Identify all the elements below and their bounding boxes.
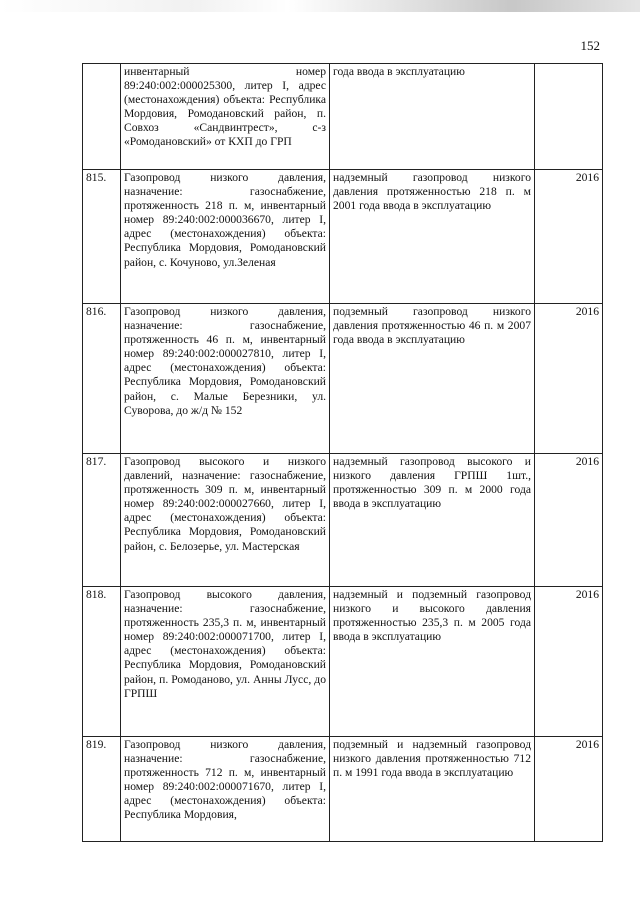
table-row: [83, 170, 603, 304]
object-description-cell: надземный газопровод высокого и низкого давления ГРПШ 1шт., протяженностью 309 п. м 2000 года ввода в эксплуатацию: [330, 454, 535, 587]
page-number: 152: [580, 38, 600, 53]
object-name-cell: Газопровод низкого давления, назначение: газоснабжение, протяженность 218 п. м, инвентарный номер 89:240:002:000036670, литер I, адрес (местонахождения) объекта: Республика Мордовия, Ромодановский район, с. Кочуново, ул.Зеленая: [121, 170, 330, 304]
row-number-cell: 819.: [83, 737, 121, 842]
registry-table-body: [83, 64, 603, 842]
object-name-cell: Газопровод низкого давления, назначение: газоснабжение, протяженность 46 п. м, инвентарный номер 89:240:002:000027810, литер I, адрес (местонахождения) объекта: Республика Мордовия, Ромодановский район, с. Малые Березники, ул. Суворова, до ж/д № 152: [121, 304, 330, 454]
year-cell: 2016: [535, 737, 603, 842]
object-description-cell: надземный газопровод низкого давления протяженностью 218 п. м 2001 года ввода в эксплуатацию: [330, 170, 535, 304]
object-description-cell: надземный и подземный газопровод низкого и высокого давления протяженностью 235,3 п. м 2005 года ввода в эксплуатацию: [330, 587, 535, 737]
table-row: [83, 587, 603, 737]
table-row: [83, 304, 603, 454]
table-row: [83, 64, 603, 170]
row-number-cell: 818.: [83, 587, 121, 737]
year-cell: 2016: [535, 170, 603, 304]
object-name-cell: Газопровод высокого и низкого давлений, назначение: газоснабжение, протяженность 309 п. м, инвентарный номер 89:240:002:000027660, литер I, адрес (местонахождения) объекта: Республика Мордовия, Ромодановский район, с. Белозерье, ул. Мастерская: [121, 454, 330, 587]
year-cell: 2016: [535, 587, 603, 737]
object-name-cell: Газопровод высокого давления, назначение: газоснабжение, протяженность 235,3 п. м, инвентарный номер 89:240:002:000071700, литер I, адрес (местонахождения) объекта: Республика Мордовия, Ромодановский район, п. Ромоданово, ул. Анны Лусс, до ГРПШ: [121, 587, 330, 737]
year-cell: [535, 64, 603, 170]
object-name-cell: инвентарный номер 89:240:002:000025300, литер I, адрес (местонахождения) объекта: Республика Мордовия, Ромодановский район, п. Совхоз «Сандвинтрест», с-з «Ромодановский» от КХП до ГРП: [121, 64, 330, 170]
row-number-cell: 817.: [83, 454, 121, 587]
table-row: [83, 454, 603, 587]
scan-edge-artifact: [0, 0, 640, 12]
year-cell: 2016: [535, 304, 603, 454]
object-description-cell: года ввода в эксплуатацию: [330, 64, 535, 170]
row-number-cell: [83, 64, 121, 170]
table-row: [83, 737, 603, 842]
object-description-cell: подземный и надземный газопровод низкого давления протяженностью 712 п. м 1991 года ввода в эксплуатацию: [330, 737, 535, 842]
property-registry-table: [82, 63, 603, 842]
row-number-cell: 815.: [83, 170, 121, 304]
row-number-cell: 816.: [83, 304, 121, 454]
object-description-cell: подземный газопровод низкого давления протяженностью 46 п. м 2007 года ввода в эксплуатацию: [330, 304, 535, 454]
year-cell: 2016: [535, 454, 603, 587]
object-name-cell: Газопровод низкого давления, назначение: газоснабжение, протяженность 712 п. м, инвентарный номер 89:240:002:000071670, литер I, адрес (местонахождения) объекта: Республика Мордовия,: [121, 737, 330, 842]
